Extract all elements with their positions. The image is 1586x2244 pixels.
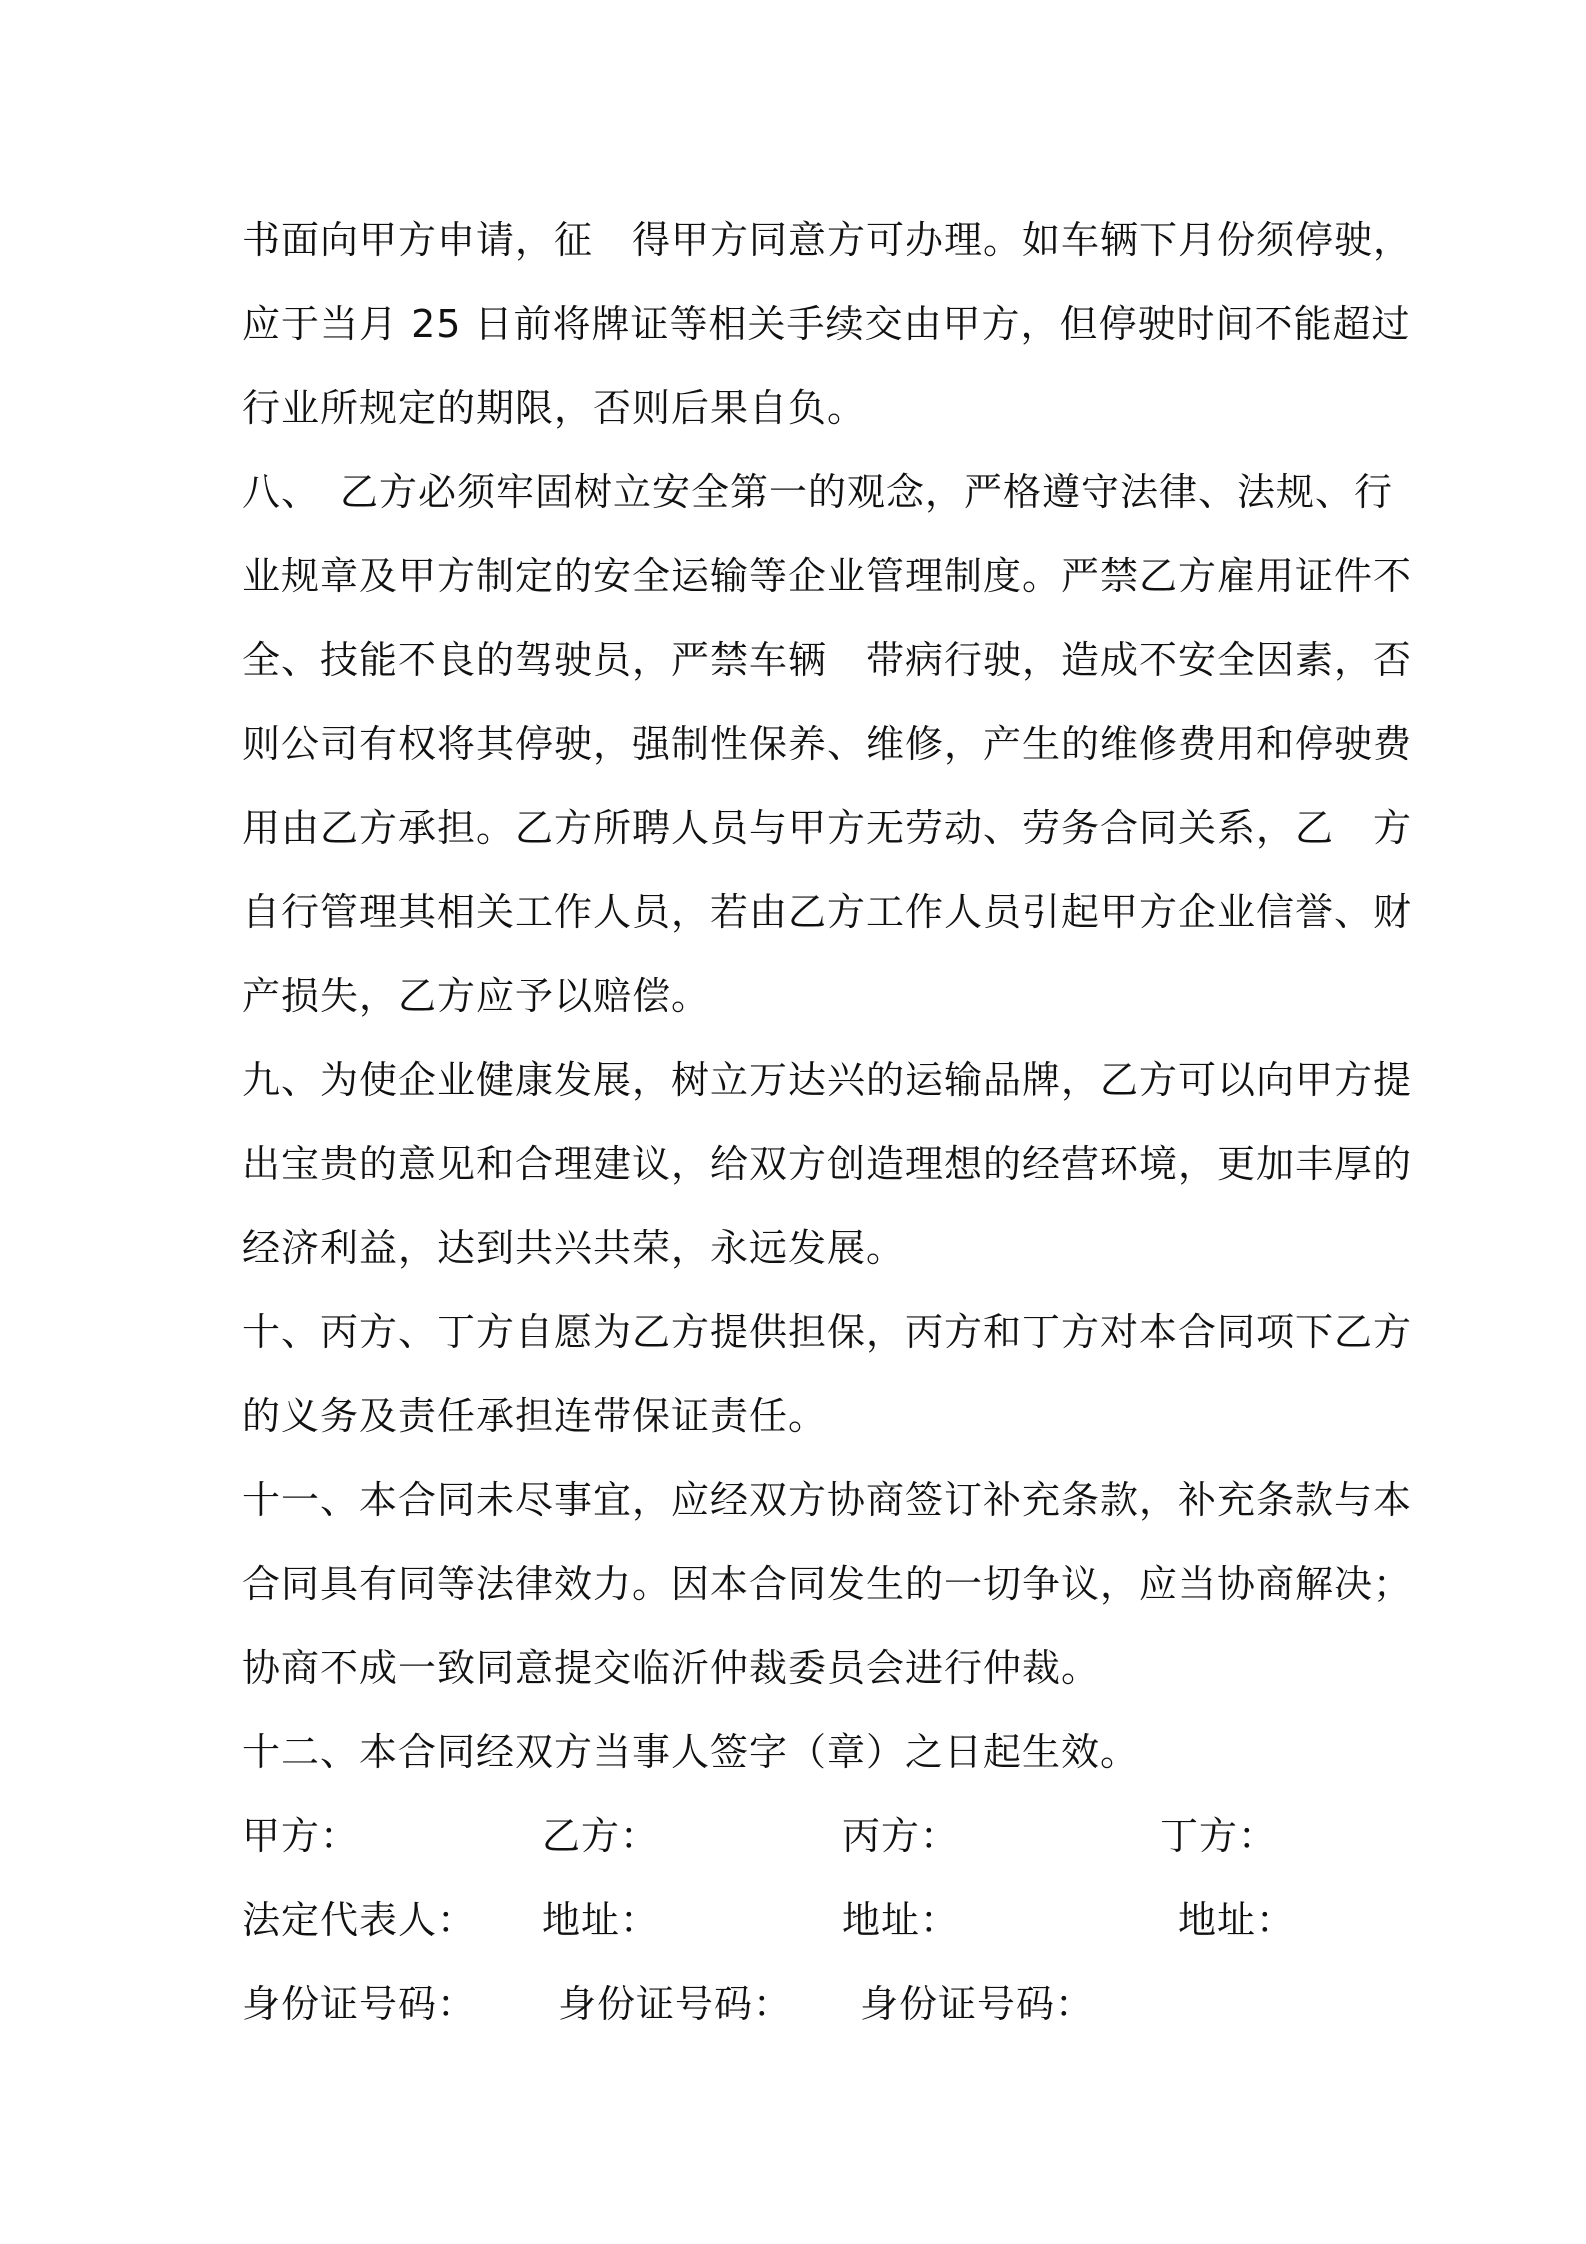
clause-10-line: 十、丙方、丁方自愿为乙方提供担保，丙方和丁方对本合同项下乙方 xyxy=(242,1310,1413,1354)
text-line: 合同具有同等法律效力。因本合同发生的一切争议，应当协商解决； xyxy=(242,1562,1413,1606)
text-line: 用由乙方承担。乙方所聘人员与甲方无劳动、劳务合同关系，乙 方 xyxy=(242,806,1413,850)
text-line: 经济利益，达到共兴共荣，永远发展。 xyxy=(242,1226,906,1270)
text-line: 书面向甲方申请，征 得甲方同意方可办理。如车辆下月份须停驶， xyxy=(242,218,1413,262)
text-line: 则公司有权将其停驶，强制性保养、维修，产生的维修费用和停驶费 xyxy=(242,722,1413,766)
party-c-address-label: 地址： xyxy=(842,1898,960,1942)
text-line: 业规章及甲方制定的安全运输等企业管理制度。严禁乙方雇用证件不 xyxy=(242,554,1413,598)
text-line: 全、技能不良的驾驶员，严禁车辆 带病行驶，造成不安全因素，否 xyxy=(242,638,1413,682)
party-c-label: 丙方： xyxy=(842,1814,960,1858)
signature-parties-row xyxy=(242,1794,1362,1878)
party-a-label: 甲方： xyxy=(242,1814,360,1858)
party-d-label: 丁方： xyxy=(1160,1814,1278,1858)
signature-address-row xyxy=(242,1878,1362,1962)
clause-8-line: 八、 乙方必须牢固树立安全第一的观念，严格遵守法律、法规、行 xyxy=(242,470,1394,514)
party-d-id-label: 身份证号码： xyxy=(860,1982,1095,2026)
text-line: 出宝贵的意见和合理建议，给双方创造理想的经营环境，更加丰厚的 xyxy=(242,1142,1413,1186)
text-line: 自行管理其相关工作人员，若由乙方工作人员引起甲方企业信誉、财 xyxy=(242,890,1413,934)
text-line: 行业所规定的期限，否则后果自负。 xyxy=(242,386,867,430)
legal-representative-label: 法定代表人： xyxy=(242,1898,477,1942)
clause-11-line: 十一、本合同未尽事宜，应经双方协商签订补充条款，补充条款与本 xyxy=(242,1478,1413,1522)
party-d-address-label: 地址： xyxy=(1178,1898,1296,1942)
text-line: 协商不成一致同意提交临沂仲裁委员会进行仲裁。 xyxy=(242,1646,1101,1690)
party-b-id-label: 身份证号码： xyxy=(242,1982,477,2026)
contract-body xyxy=(242,198,1413,2046)
text-line: 的义务及责任承担连带保证责任。 xyxy=(242,1394,828,1438)
text-line: 应于当月 25 日前将牌证等相关手续交由甲方，但停驶时间不能超过 xyxy=(242,302,1411,346)
clause-9-line: 九、为使企业健康发展，树立万达兴的运输品牌，乙方可以向甲方提 xyxy=(242,1058,1413,1102)
signature-id-row xyxy=(242,1962,1362,2046)
text-line: 产损失，乙方应予以赔偿。 xyxy=(242,974,711,1018)
clause-12-line: 十二、本合同经双方当事人签字（章）之日起生效。 xyxy=(242,1730,1140,1774)
party-c-id-label: 身份证号码： xyxy=(558,1982,793,2026)
party-b-label: 乙方： xyxy=(542,1814,660,1858)
party-b-address-label: 地址： xyxy=(542,1898,660,1942)
